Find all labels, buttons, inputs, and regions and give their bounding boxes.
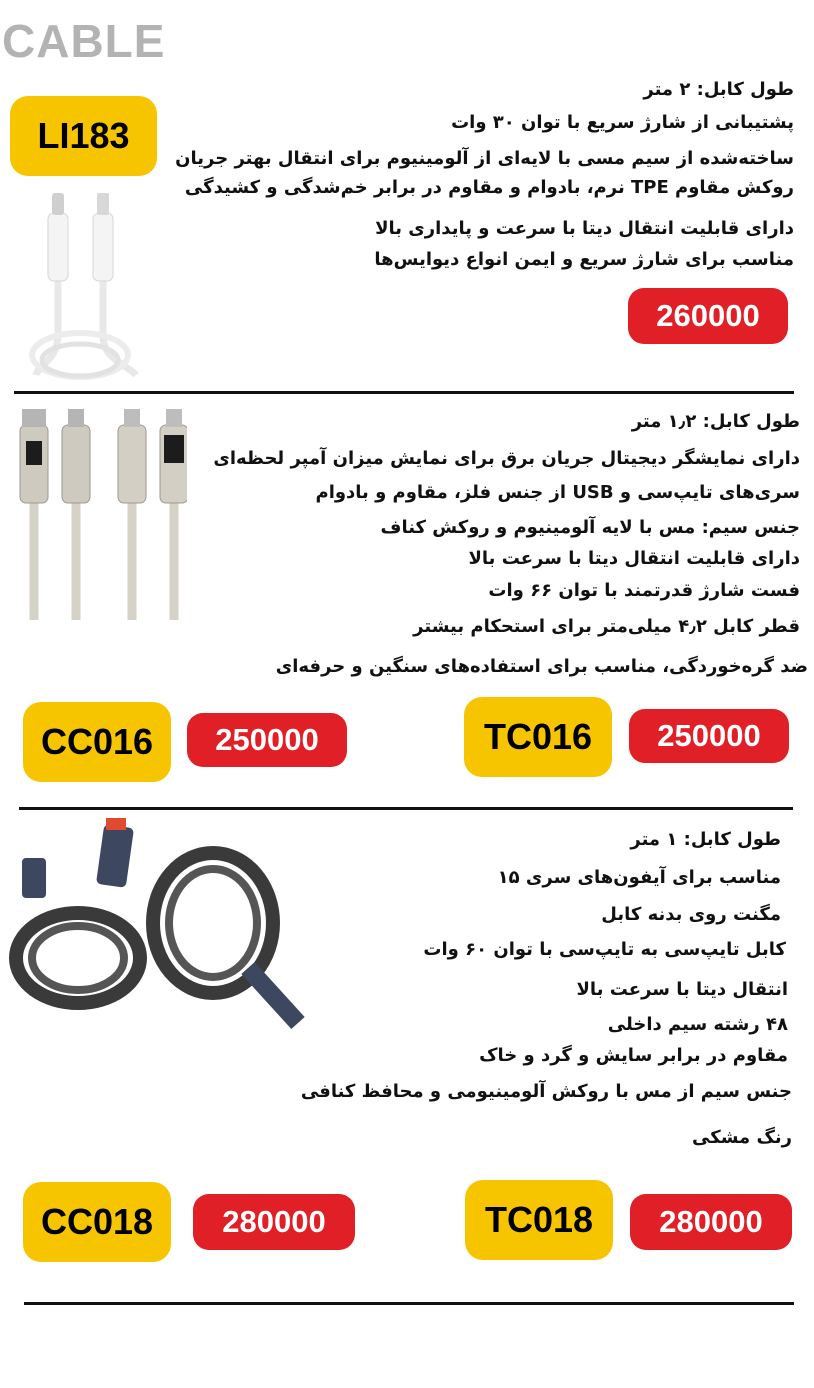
cable-image-tc018 (8, 818, 308, 1030)
price-badge: 280000 (193, 1194, 355, 1250)
section-divider (19, 807, 793, 810)
product-code-badge: TC016 (464, 697, 612, 777)
price-badge: 250000 (187, 713, 347, 767)
feature-line: جنس سیم: مس با لایه آلومینیوم و روکش کناف (380, 517, 800, 538)
feature-line: سری‌های تایپ‌سی و USB از جنس فلز، مقاوم و بادوام (315, 482, 800, 503)
section-divider (14, 391, 794, 394)
product-code-badge: TC018 (465, 1180, 613, 1260)
cable-image-li183 (18, 185, 153, 383)
feature-line: طول کابل: ۲ متر (643, 79, 794, 100)
feature-line: رنگ مشکی (692, 1127, 792, 1148)
feature-line: قطر کابل ۴٫۲ میلی‌متر برای استحکام بیشتر (413, 616, 800, 637)
product-code-badge: CC016 (23, 702, 171, 782)
feature-line: مگنت روی بدنه کابل (601, 904, 781, 925)
feature-line: مناسب برای آیفون‌های سری ۱۵ (497, 867, 781, 888)
feature-line: مناسب برای شارژ سریع و ایمن انواع دیوایس‌ها (374, 249, 794, 270)
price-badge: 250000 (629, 709, 789, 763)
feature-line: مقاوم در برابر سایش و گرد و خاک (479, 1045, 788, 1066)
feature-line: پشتیبانی از شارژ سریع با توان ۳۰ وات (451, 112, 794, 133)
cable-image-tc016 (12, 405, 187, 620)
feature-line: طول کابل: ۱٫۲ متر (631, 411, 800, 432)
price-badge: 280000 (630, 1194, 792, 1250)
price-badge: 260000 (628, 288, 788, 344)
feature-line: دارای نمایشگر دیجیتال جریان برق برای نمایش میزان آمپر لحظه‌ای (213, 448, 800, 469)
feature-line: جنس سیم از مس با روکش آلومینیومی و محافظ کنافی (300, 1081, 792, 1102)
feature-line: دارای قابلیت انتقال دیتا با سرعت بالا (468, 548, 800, 569)
feature-line: ۴۸ رشته سیم داخلی (607, 1014, 788, 1035)
feature-line: ضد گره‌خوردگی، مناسب برای استفاده‌های سنگین و حرفه‌ای (275, 656, 808, 677)
feature-line: انتقال دیتا با سرعت بالا (576, 979, 788, 1000)
feature-line: ساخته‌شده از سیم مسی با لایه‌ای از آلومینیوم برای انتقال بهتر جریان (175, 148, 794, 169)
product-code-badge: LI183 (10, 96, 157, 176)
feature-line: دارای قابلیت انتقال دیتا با سرعت و پایداری بالا (375, 218, 794, 239)
page-title: CABLE (2, 15, 166, 67)
feature-line: روکش مقاوم TPE نرم، بادوام و مقاوم در برابر خم‌شدگی و کشیدگی (184, 177, 794, 198)
feature-line: کابل تایپ‌سی به تایپ‌سی با توان ۶۰ وات (423, 939, 786, 960)
feature-line: طول کابل: ۱ متر (630, 829, 781, 850)
feature-line: فست شارژ قدرتمند با توان ۶۶ وات (488, 580, 800, 601)
section-divider (24, 1302, 794, 1305)
product-code-badge: CC018 (23, 1182, 171, 1262)
